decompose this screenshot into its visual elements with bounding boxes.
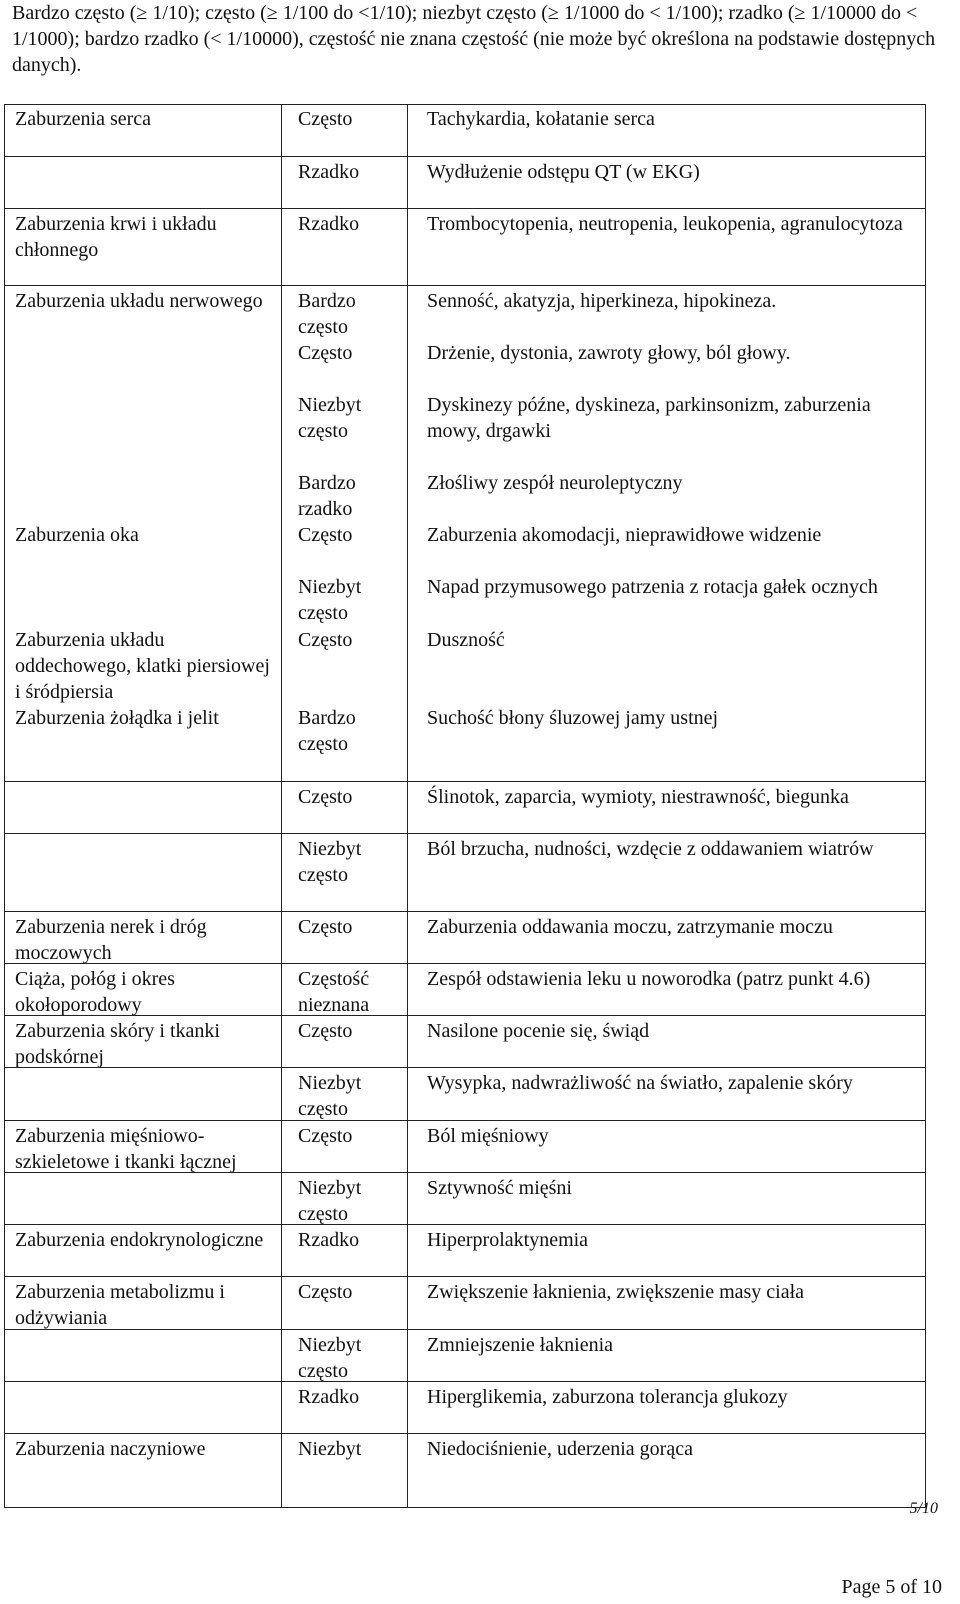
organ-cell: Zaburzenia krwi i układu chłonnego (15, 213, 217, 261)
table-row (4, 285, 926, 338)
frequency-cell: Niezbyt (298, 1438, 362, 1460)
table-row (4, 911, 926, 963)
frequency-cell: Rzadko (298, 1386, 360, 1408)
table-row (4, 1224, 926, 1276)
table-row (4, 1067, 926, 1120)
table-row (4, 572, 926, 625)
organ-cell: Zaburzenia serca (15, 108, 152, 130)
effect-cell: Suchość błony śluzowej jamy ustnej (427, 707, 719, 729)
table-row (4, 833, 926, 911)
organ-cell: Zaburzenia żołądka i jelit (15, 707, 219, 729)
frequency-cell: Rzadko (298, 1229, 360, 1251)
effect-cell: Niedociśnienie, uderzenia gorąca (427, 1438, 693, 1460)
effect-cell: Tachykardia, kołatanie serca (427, 108, 655, 130)
organ-cell: Zaburzenia endokrynologiczne (15, 1229, 264, 1251)
effect-cell: Drżenie, dystonia, zawroty głowy, ból głowy. (427, 342, 791, 364)
organ-cell: Zaburzenia skóry i tkanki podskórnej (15, 1020, 220, 1068)
organ-cell: Zaburzenia układu oddechowego, klatki piersiowej i śródpiersia (15, 629, 270, 703)
effect-cell: Duszność (427, 629, 505, 651)
table-row (4, 520, 926, 572)
frequency-cell: Niezbyt często (298, 838, 362, 886)
frequency-cell: Rzadko (298, 213, 360, 235)
table-row (4, 625, 926, 703)
frequency-cell: Częstość nieznana (298, 968, 370, 1016)
table-row (4, 1120, 926, 1172)
effect-cell: Hiperprolaktynemia (427, 1229, 589, 1251)
frequency-cell: Często (298, 342, 353, 364)
effect-cell: Zespół odstawienia leku u noworodka (patrz punkt 4.6) (427, 968, 871, 990)
effect-cell: Ślinotok, zaparcia, wymioty, niestrawność, biegunka (427, 786, 849, 808)
frequency-cell: Często (298, 108, 353, 130)
table-row (4, 468, 926, 520)
table-row (4, 963, 926, 1015)
table-row (4, 1381, 926, 1433)
table-row (4, 104, 926, 156)
frequency-cell: Niezbyt często (298, 1177, 362, 1225)
frequency-cell: Często (298, 1125, 353, 1147)
organ-cell: Ciąża, połóg i okres okołoporodowy (15, 968, 175, 1016)
table-row (4, 781, 926, 833)
table-row (4, 1276, 926, 1329)
organ-cell: Zaburzenia nerek i dróg moczowych (15, 916, 207, 964)
effect-cell: Napad przymusowego patrzenia z rotacja gałek ocznych (427, 576, 878, 598)
frequency-cell: Niezbyt często (298, 576, 362, 624)
frequency-cell: Niezbyt często (298, 1334, 362, 1382)
organ-cell: Zaburzenia oka (15, 524, 139, 546)
frequency-cell: Często (298, 1020, 353, 1042)
organ-cell: Zaburzenia układu nerwowego (15, 290, 263, 312)
organ-cell: Zaburzenia metabolizmu i odżywiania (15, 1281, 225, 1329)
effect-cell: Wydłużenie odstępu QT (w EKG) (427, 161, 700, 183)
effect-cell: Sztywność mięśni (427, 1177, 572, 1199)
effect-cell: Senność, akatyzja, hiperkineza, hipokineza. (427, 290, 777, 312)
effect-cell: Złośliwy zespół neuroleptyczny (427, 472, 683, 494)
frequency-cell: Często (298, 629, 353, 651)
effect-cell: Ból brzucha, nudności, wzdęcie z oddawaniem wiatrów (427, 838, 874, 860)
effect-cell: Trombocytopenia, neutropenia, leukopenia, agranulocytoza (427, 213, 903, 235)
table-row (4, 208, 926, 285)
frequency-cell: Często (298, 1281, 353, 1303)
frequency-cell: Bardzo rzadko (298, 472, 356, 520)
organ-cell: Zaburzenia mięśniowo-szkieletowe i tkanki łącznej (15, 1125, 237, 1173)
frequency-cell: Bardzo często (298, 707, 356, 755)
effect-cell: Zaburzenia oddawania moczu, zatrzymanie moczu (427, 916, 833, 938)
table-row (4, 338, 926, 390)
effect-cell: Nasilone pocenie się, świąd (427, 1020, 650, 1042)
page-fraction: 5/10 (909, 1500, 938, 1517)
frequency-cell: Niezbyt często (298, 1072, 362, 1120)
effect-cell: Ból mięśniowy (427, 1125, 549, 1147)
organ-cell: Zaburzenia naczyniowe (15, 1438, 206, 1460)
table-row (4, 156, 926, 208)
effect-cell: Hiperglikemia, zaburzona tolerancja glukozy (427, 1386, 788, 1408)
table-row (4, 703, 926, 781)
table-row (4, 1433, 926, 1485)
table-row (4, 1329, 926, 1381)
table-row (4, 390, 926, 468)
frequency-cell: Bardzo często (298, 290, 356, 338)
table-row (4, 1015, 926, 1067)
intro-paragraph: Bardzo często (≥ 1/10); często (≥ 1/100 do <1/10); niezbyt często (≥ 1/1000 do < 1/100); rzadko (≥ 1/10000 do < 1/1000); bardzo rzadko (< 1/10000), częstość nie znana częstość (nie może być określona na podstawie dostępnych danych). (12, 2, 936, 76)
effect-cell: Wysypka, nadwrażliwość na światło, zapalenie skóry (427, 1072, 853, 1094)
frequency-cell: Często (298, 524, 353, 546)
effect-cell: Dyskinezy późne, dyskineza, parkinsonizm, zaburzenia mowy, drgawki (427, 394, 871, 442)
frequency-cell: Rzadko (298, 161, 360, 183)
page-footer: Page 5 of 10 (841, 1576, 942, 1598)
effect-cell: Zmniejszenie łaknienia (427, 1334, 614, 1356)
frequency-cell: Często (298, 916, 353, 938)
table-row (4, 1172, 926, 1224)
frequency-cell: Niezbyt często (298, 394, 362, 442)
frequency-cell: Często (298, 786, 353, 808)
effect-cell: Zaburzenia akomodacji, nieprawidłowe widzenie (427, 524, 822, 546)
effect-cell: Zwiększenie łaknienia, zwiększenie masy ciała (427, 1281, 805, 1303)
